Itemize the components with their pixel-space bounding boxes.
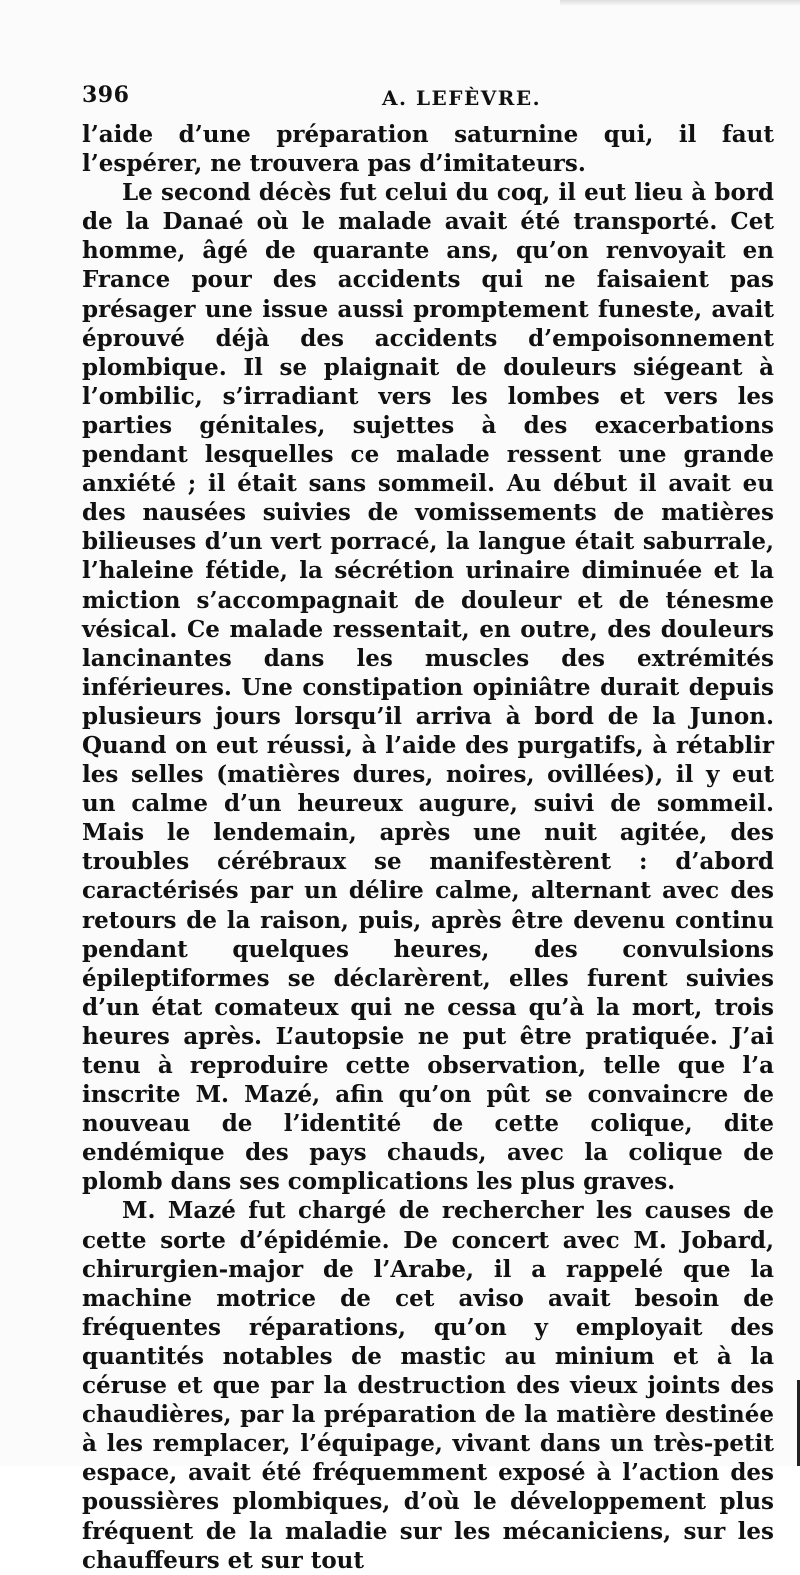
paragraph-investigation: M. Mazé fut chargé de rechercher les causes de cette sorte d’épidémie. De concert avec M. Jobard, chirurgien-major de l’Arabe, il a rappelé que la machine motrice de cet aviso avait besoin de fréquentes réparations, qu’on y employait des quantités notables de mastic au minium et à la céruse et que par la destruction des vieux joints des chaudières, par la préparation de la matière destinée à les remplacer, l’équipage, vivant dans un très-petit espace, avait été fréquemment exposé à l’action des poussières plombiques, d’où le développement plus fréquent de la maladie sur les mécaniciens, sur les chauffeurs et sur tout (82, 1197, 774, 1574)
page-header (82, 82, 772, 118)
running-title: A. LEFÈVRE. (382, 86, 542, 110)
scan-shadow (560, 0, 800, 6)
page-number: 396 (82, 82, 130, 108)
body-text (82, 120, 774, 1575)
paragraph-second-death: Le second décès fut celui du coq, il eut lieu à bord de la Danaé où le malade avait été transporté. Cet homme, âgé de quarante ans, qu’on renvoyait en France pour des accidents qui ne faisaient pas présager une issue aussi promptement funeste, avait éprouvé déjà des accidents d’empoisonnement plombique. Il se plaignait de douleurs siégeant à l’ombilic, s’irradiant vers les lombes et vers les parties génitales, sujettes à des exacerbations pendant lesquelles ce malade ressent une grande anxiété ; il était sans sommeil. Au début il avait eu des nausées suivies de vomissements de matières bilieuses d’un vert porracé, la langue était saburrale, l’haleine fétide, la sécrétion urinaire diminuée et la miction s’accompagnait de douleur et de ténesme vésical. Ce malade ressentait, en outre, des douleurs lancinantes dans les muscles des extrémités inférieures. Une constipation opiniâtre durait depuis plusieurs jours lorsqu’il arriva à bord de la Junon. Quand on eut réussi, à l’aide des purgatifs, à rétablir les selles (matières dures, noires, ovillées), il y eut un calme d’un heureux augure, suivi de sommeil. Mais le lendemain, après une nuit agitée, des troubles cérébraux se manifestèrent : d’abord caractérisés par un délire calme, alternant avec des retours de la raison, puis, après être devenu continu pendant quelques heures, des convulsions épileptiformes se déclarèrent, elles furent suivies d’un état comateux qui ne cessa qu’à la mort, trois heures après. L’autopsie ne put être pratiquée. J’ai tenu à reproduire cette observation, telle que l’a inscrite M. Mazé, afin qu’on pût se convaincre de nouveau de l’identité de cette colique, dite endémique des pays chauds, avec la colique de plomb dans ses complications les plus graves. (82, 179, 774, 1196)
paragraph-continuation: l’aide d’une préparation saturnine qui, il faut l’espérer, ne trouvera pas d’imitateurs. (82, 121, 774, 178)
